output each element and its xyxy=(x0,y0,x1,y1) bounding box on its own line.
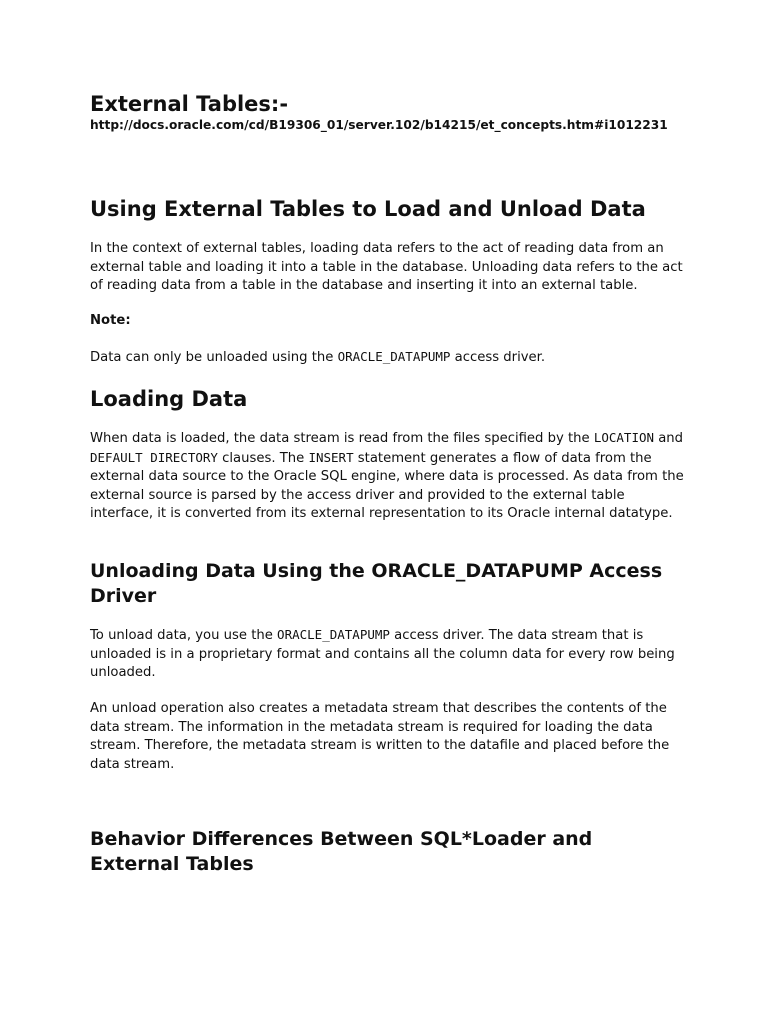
heading-unloading-data: Unloading Data Using the ORACLE_DATAPUMP Access Driver xyxy=(90,560,663,607)
loading-text-3: clauses. The xyxy=(217,450,309,466)
paragraph-note xyxy=(90,348,685,368)
paragraph-unload-2: An unload operation also creates a metadata stream that describes the contents of the data stream. The information in the metadata stream is required for loading the data stream. Therefore, the metadata stream is written to the datafile and placed before the data stream. xyxy=(90,701,670,772)
loading-text-4: statement generates a flow of data from the external data source to the Oracle SQL engine, where data is processed. As data from the external source is parsed by the access driver and provided to the external table interface, it is converted from its external representation to its Oracle internal datatype. xyxy=(90,450,684,521)
code-default-directory: DEFAULT DIRECTORY xyxy=(90,449,218,465)
loading-text-2: and xyxy=(654,431,684,446)
paragraph-unload-1 xyxy=(90,626,685,683)
loading-text-1: When data is loaded, the data stream is read from the files specified by the xyxy=(90,431,594,446)
page-title: External Tables:- xyxy=(90,92,289,116)
paragraph-loading xyxy=(90,429,685,524)
unload-text-after: access driver. The data stream that is unloaded is in a proprietary format and contains all the column data for every row being unloaded. xyxy=(90,628,675,680)
heading-loading-data: Loading Data xyxy=(90,387,248,411)
note-label: Note: xyxy=(90,313,131,328)
paragraph-context: In the context of external tables, loading data refers to the act of reading data from an external table and loading it into a table in the database. Unloading data refers to the act of reading data from a table in the database and inserting it into an external table. xyxy=(90,241,683,293)
heading-using-external-tables: Using External Tables to Load and Unload Data xyxy=(90,197,646,221)
code-oracle-datapump: ORACLE_DATAPUMP xyxy=(337,349,451,364)
heading-behavior-differences: Behavior Differences Between SQL*Loader and External Tables xyxy=(90,828,593,875)
code-location: LOCATION xyxy=(593,430,655,445)
code-oracle-datapump-2: ORACLE_DATAPUMP xyxy=(277,627,390,642)
note-text-before: Data can only be unloaded using the xyxy=(90,350,338,365)
code-insert: INSERT xyxy=(308,449,354,465)
unload-text-before: To unload data, you use the xyxy=(90,628,278,643)
source-url[interactable]: http://docs.oracle.com/cd/B19306_01/server.102/b14215/et_concepts.htm#i1012231 xyxy=(90,118,668,132)
note-text-after: access driver. xyxy=(450,350,546,365)
